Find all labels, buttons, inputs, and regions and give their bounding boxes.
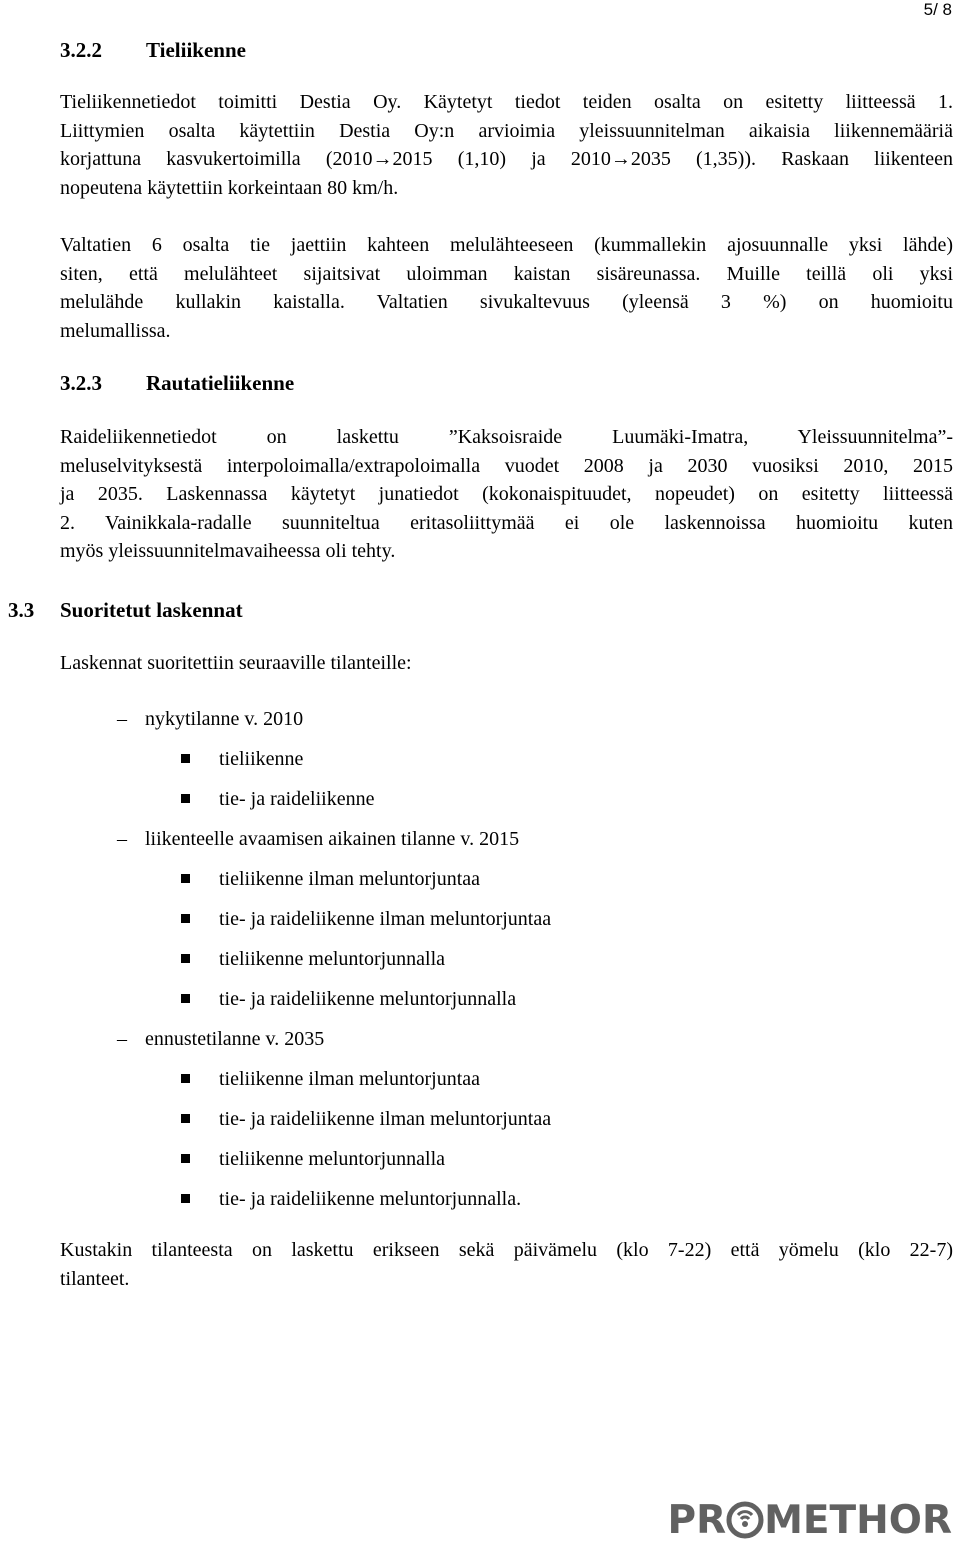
square-bullet-icon <box>181 994 190 1003</box>
dash-bullet: – <box>117 1028 127 1050</box>
square-bullet-icon <box>181 954 190 963</box>
list-item <box>0 1065 960 1093</box>
list-item <box>0 745 960 773</box>
section-title: Tieliikenne <box>146 38 246 62</box>
dash-bullet: – <box>117 708 127 730</box>
paragraph-day-night <box>60 1236 953 1293</box>
paragraph-road-traffic <box>60 88 953 202</box>
list-item <box>0 1145 960 1173</box>
square-bullet-icon <box>181 754 190 763</box>
list-item-text: tie- ja raideliikenne ilman meluntorjuntaa <box>219 908 552 930</box>
square-bullet-icon <box>181 1154 190 1163</box>
list-item-text: tie- ja raideliikenne meluntorjunnalla <box>219 988 517 1010</box>
list-item <box>0 985 960 1013</box>
list-item-text: tieliikenne ilman meluntorjuntaa <box>219 1068 481 1090</box>
text-line: Tieliikennetiedot toimitti Destia Oy. Käytetyt tiedot teiden osalta on esitetty liitteessä 1. <box>60 91 953 113</box>
list-item-text: tie- ja raideliikenne ilman meluntorjuntaa <box>219 1108 552 1130</box>
square-bullet-icon <box>181 1074 190 1083</box>
list-item-text: tieliikenne meluntorjunnalla <box>219 948 446 970</box>
list-item <box>0 905 960 933</box>
section-number: 3.2.3 <box>60 371 102 395</box>
paragraph-intro <box>60 649 953 678</box>
text-line: meluselvityksestä interpoloimalla/extrapoloimalla vuodet 2008 ja 2030 vuosiksi 2010, 2015 <box>60 454 953 477</box>
list-item <box>0 945 960 973</box>
list-item-text: nykytilanne v. 2010 <box>145 708 304 730</box>
text-line: Valtatien 6 osalta tie jaettiin kahteen melulähteeseen (kummallekin ajosuunnalle yksi lähde) <box>60 234 953 256</box>
promethor-logo <box>667 1498 952 1543</box>
list-item <box>0 865 960 893</box>
text-line: tilanteet. <box>60 1267 130 1290</box>
square-bullet-icon <box>181 794 190 803</box>
text-line: Liittymien osalta käytettiin Destia Oy:n arvioimia yleissuunnitelman aikaisia liikennemääriä <box>60 119 953 142</box>
list-item <box>0 1025 960 1053</box>
text-line: melumallissa. <box>60 319 171 342</box>
logo-text-suffix: METHOR <box>764 1498 952 1543</box>
text-line: nopeutena käytettiin korkeintaan 80 km/h. <box>60 176 399 199</box>
list-item-text: liikenteelle avaamisen aikainen tilanne v. 2015 <box>145 828 520 850</box>
list-item-text: tie- ja raideliikenne meluntorjunnalla. <box>219 1188 522 1210</box>
section-number: 3.3 <box>8 598 35 622</box>
text-line: 2. Vainikkala-radalle suunniteltua eritasoliittymää ei ole laskennoissa huomioitu kuten <box>60 511 953 534</box>
list-item <box>0 705 960 733</box>
text-line: Raideliikennetiedot on laskettu ”Kaksoisraide Luumäki-Imatra, Yleissuunnitelma”- <box>60 426 953 448</box>
list-item <box>0 1105 960 1133</box>
paragraph-rail-traffic <box>60 423 953 566</box>
section-title: Rautatieliikenne <box>146 371 295 395</box>
list-item-text: ennustetilanne v. 2035 <box>145 1028 325 1050</box>
list-item-text: tieliikenne meluntorjunnalla <box>219 1148 446 1170</box>
list-item <box>0 825 960 853</box>
square-bullet-icon <box>181 1194 190 1203</box>
square-bullet-icon <box>181 874 190 883</box>
text-line: Kustakin tilanteesta on laskettu erikseen sekä päivämelu (klo 7-22) että yömelu (klo 22-7) <box>60 1239 953 1261</box>
logo-text-prefix: PR <box>667 1498 727 1543</box>
text-line: siten, että melulähteet sijaitsivat uloimman kaistan sisäreunassa. Muille teillä oli yksi <box>60 262 953 285</box>
text-line: ja 2035. Laskennassa käytetyt junatiedot (kokonaispituudet, nopeudet) on esitetty liitteessä <box>60 483 953 505</box>
list-item-text: tie- ja raideliikenne <box>219 788 375 810</box>
text-line: myös yleissuunnitelmavaiheessa oli tehty. <box>60 540 396 562</box>
list-item-text: tieliikenne <box>219 748 304 770</box>
text-line: Laskennat suoritettiin seuraaville tilanteille: <box>60 652 412 674</box>
square-bullet-icon <box>181 914 190 923</box>
square-bullet-icon <box>181 1114 190 1123</box>
signal-o-icon <box>726 1501 764 1539</box>
text-line: melulähde kullakin kaistalla. Valtatien sivukaltevuus (yleensä 3 %) on huomioitu <box>60 291 953 313</box>
list-item-text: tieliikenne ilman meluntorjuntaa <box>219 868 481 890</box>
paragraph-valtatie <box>60 231 953 345</box>
section-title: Suoritetut laskennat <box>60 598 243 622</box>
list-item <box>0 1185 960 1213</box>
dash-bullet: – <box>117 828 127 850</box>
section-number: 3.2.2 <box>60 38 102 62</box>
list-item <box>0 785 960 813</box>
text-line: korjattuna kasvukertoimilla (2010→2015 (1,10) ja 2010→2035 (1,35)). Raskaan liikenteen <box>60 148 953 170</box>
page-number: 5/ 8 <box>923 0 952 19</box>
